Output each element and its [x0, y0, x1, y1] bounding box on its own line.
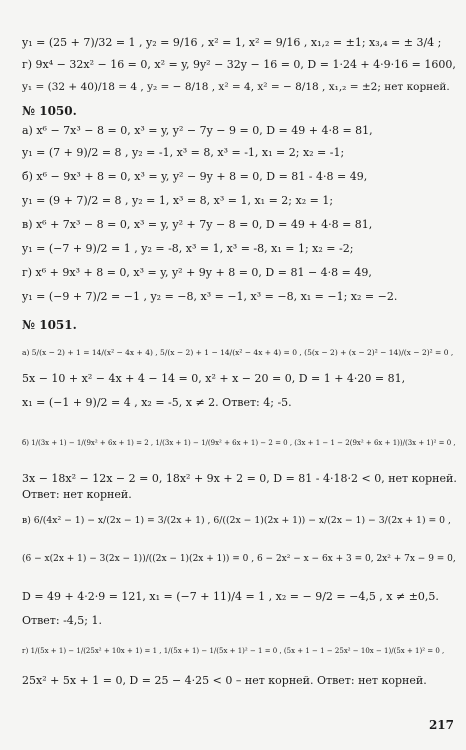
solution-line: б) x⁶ − 9x³ + 8 = 0, x³ = y, y² − 9y + 8 = 0, D = 81 - 4·8 = 49, [22, 170, 368, 183]
solution-line: D = 49 + 4·2·9 = 121, x₁ = (−7 + 11)/4 = 1 , x₂ = − 9/2 = −4,5 , x ≠ ±0,5. [22, 590, 439, 603]
solution-line: y₁ = (−7 + 9)/2 = 1 , y₂ = -8, x³ = 1, x³ = -8, x₁ = 1; x₂ = -2; [22, 242, 354, 255]
solution-line: 3x − 18x² − 12x − 2 = 0, 18x² + 9x + 2 = 0, D = 81 - 4·18·2 < 0, нет корней. [22, 472, 457, 485]
solution-line: г) 1/(5x + 1) − 1/(25x² + 10x + 1) = 1 , 1/(5x + 1) − 1/(5x + 1)² − 1 = 0 , (5x + 1 − 1 − 25x² − 10x − 1)/(5x + 1)² = 0 , [22, 647, 445, 655]
problem-number: № 1051. [22, 318, 77, 332]
solution-line: Ответ: -4,5; 1. [22, 614, 103, 627]
solution-line: а) 5/(x − 2) + 1 = 14/(x² − 4x + 4) , 5/(x − 2) + 1 − 14/(x² − 4x + 4) = 0 , (5(x − 2) + (x − 2)² − 14)/(x − 2)² = 0 , [22, 348, 454, 357]
solution-line: г) 9x⁴ − 32x² − 16 = 0, x² = y, 9y² − 32y − 16 = 0, D = 1·24 + 4·9·16 = 1600, [22, 58, 456, 71]
solution-line: y₁ = (−9 + 7)/2 = −1 , y₂ = −8, x³ = −1, x³ = −8, x₁ = −1; x₂ = −2. [22, 290, 398, 303]
solution-line: 25x² + 5x + 1 = 0, D = 25 − 4·25 < 0 – нет корней. Ответ: нет корней. [22, 674, 427, 687]
solution-line: а) x⁶ − 7x³ − 8 = 0, x³ = y, y² − 7y − 9 = 0, D = 49 + 4·8 = 81, [22, 124, 373, 137]
problem-number: № 1050. [22, 104, 77, 118]
solution-line: y₁ = (25 + 7)/32 = 1 , y₂ = 9/16 , x² = 1, x² = 9/16 , x₁,₂ = ±1; x₃,₄ = ± 3/4 ; [22, 36, 442, 49]
solution-line: y₁ = (9 + 7)/2 = 8 , y₂ = 1, x³ = 8, x³ = 1, x₁ = 2; x₂ = 1; [22, 194, 334, 207]
solution-line: x₁ = (−1 + 9)/2 = 4 , x₂ = -5, x ≠ 2. Ответ: 4; -5. [22, 396, 292, 409]
solution-line: Ответ: нет корней. [22, 488, 132, 501]
solution-line: y₁ = (32 + 40)/18 = 4 , y₂ = − 8/18 , x² = 4, x² = − 8/18 , x₁,₂ = ±2; нет корней. [22, 81, 450, 93]
solution-line: в) 6/(4x² − 1) − x/(2x − 1) = 3/(2x + 1) , 6/((2x − 1)(2x + 1)) − x/(2x − 1) − 3/(2x + 1) = 0 , [22, 515, 451, 526]
solution-line: б) 1/(3x + 1) − 1/(9x² + 6x + 1) = 2 , 1/(3x + 1) − 1/(9x² + 6x + 1) − 2 = 0 , (3x + 1 − 1 − 2(9x² + 6x + 1))/(3x + 1)² = 0 , [22, 439, 456, 447]
page-number: 217 [428, 718, 454, 732]
solution-line: 5x − 10 + x² − 4x + 4 − 14 = 0, x² + x − 20 = 0, D = 1 + 4·20 = 81, [22, 372, 406, 385]
solution-line: (6 − x(2x + 1) − 3(2x − 1))/((2x − 1)(2x + 1)) = 0 , 6 − 2x² − x − 6x + 3 = 0, 2x² + 7x − 9 = 0, [22, 554, 456, 564]
solution-line: y₁ = (7 + 9)/2 = 8 , y₂ = -1, x³ = 8, x³ = -1, x₁ = 2; x₂ = -1; [22, 146, 345, 159]
solution-line: г) x⁶ + 9x³ + 8 = 0, x³ = y, y² + 9y + 8 = 0, D = 81 − 4·8 = 49, [22, 266, 372, 279]
solution-line: в) x⁶ + 7x³ − 8 = 0, x³ = y, y² + 7y − 8 = 0, D = 49 + 4·8 = 81, [22, 218, 373, 231]
